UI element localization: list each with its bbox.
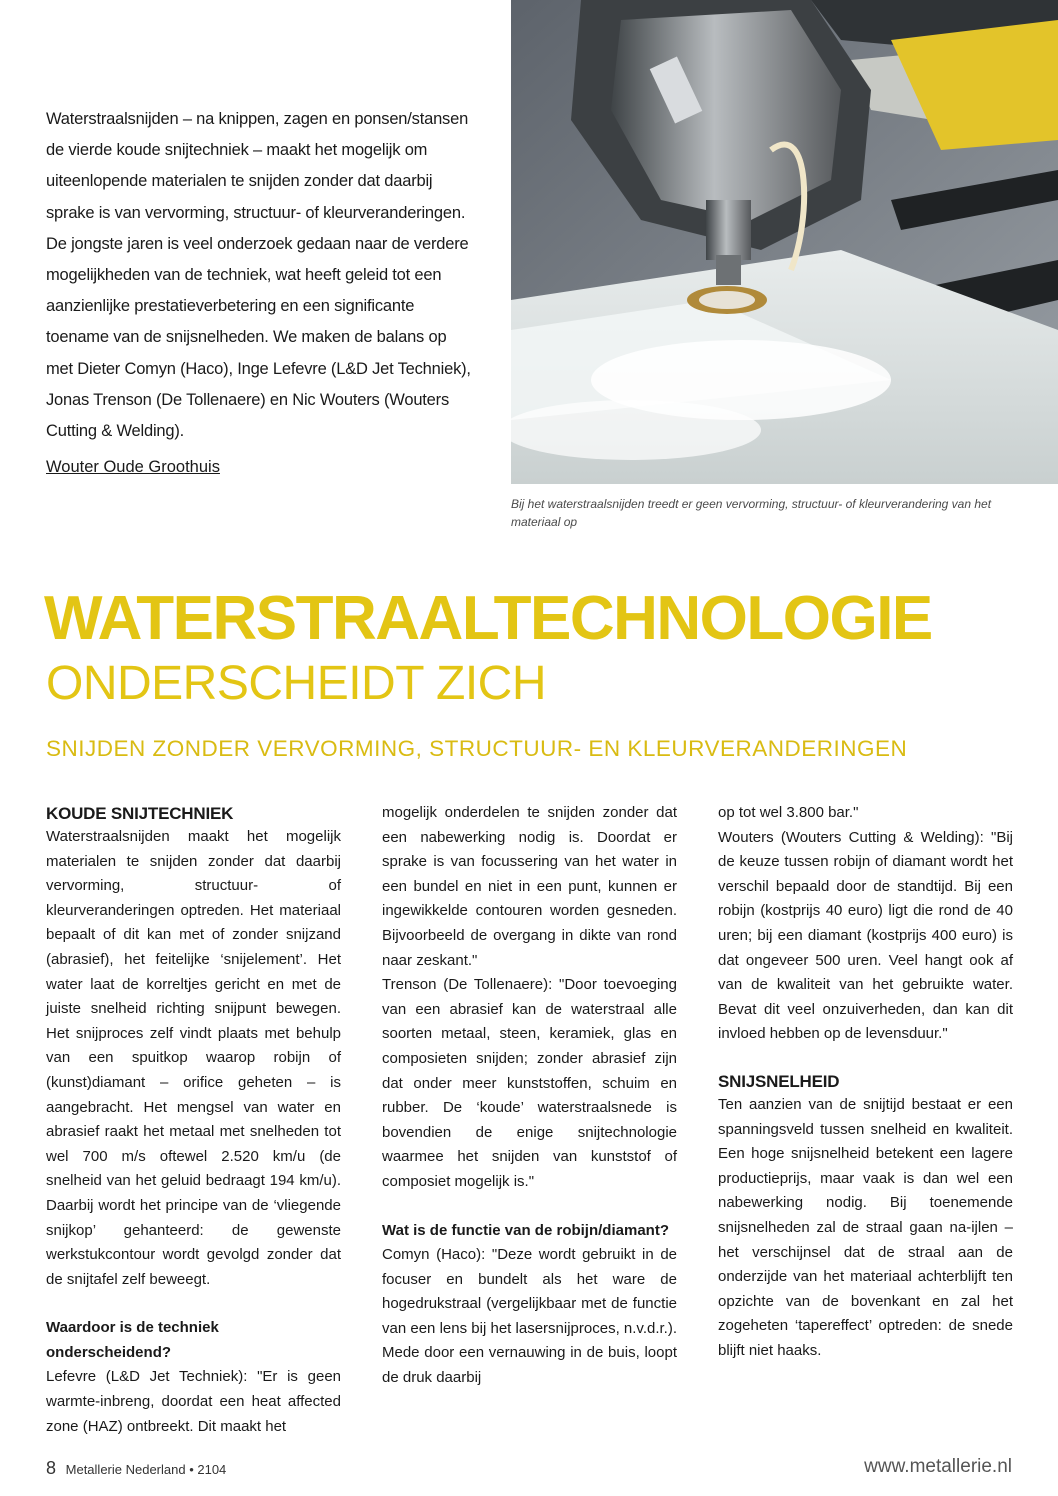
subheading-robijn-diamant: Wat is de functie van de robijn/diamant? <box>382 1221 669 1239</box>
author-name[interactable]: Wouter Oude Groothuis <box>46 458 220 476</box>
section-heading-snijsnelheid: SNIJSNELHEID <box>718 1071 840 1091</box>
intro-text <box>46 104 476 447</box>
column-2-paragraph-1: mogelijk onderdelen te snijden zonder dat een nabewerking nodig is. Doordat er sprake is van focussering van het water in een bundel en niet in een punt, kunnen er ingewikkelde contouren worden gesneden. Bijvoorbeeld de overgang in dikte van rond naar zeskant." <box>382 804 677 969</box>
headline-main: WATERSTRAALTECHNOLOGIE <box>44 584 932 653</box>
column-1-paragraph-2: Lefevre (L&D Jet Techniek): "Er is geen warmte-inbreng, doordat een heat affected zone (HAZ) ontbreekt. Dit maakt het <box>46 1368 341 1435</box>
column-3-paragraph-3: Ten aanzien van de snijtijd bestaat er een spanningsveld tussen snelheid en kwaliteit. Een hoge snijsnelheid betekent een lagere productieprijs, maar vaak is dan wel een nabewerking nodig. Bij toenemende snijsnelheden zal de straal gaan na-ijlen – het verschijnsel dat de straal aan de onderzijde van het materiaal achterblijft ten opzichte van de bovenkant en zal het zogeheten ‘tapereffect’ optreden: de snede blijft niet haaks. <box>718 1095 1013 1359</box>
section-heading-koude-snijtechniek: KOUDE SNIJTECHNIEK <box>46 804 234 823</box>
magazine-issue: Metallerie Nederland • 2104 <box>65 1462 227 1477</box>
article-column-3 <box>718 801 1013 1363</box>
article-column-1 <box>46 803 341 1439</box>
headline-sub: ONDERSCHEIDT ZICH <box>46 657 546 710</box>
column-2-paragraph-2: Trenson (De Tollenaere): "Door toevoeging van een abrasief kan de waterstraal alle soorten metaal, steen, keramiek, glas en composieten snijden; zonder abrasief zijn dat onder meer kunststoffen, schuim en rubber. De ‘koude’ waterstraalsnede is bovendien de enige snijtechnologie waarmee het snijden van kunststof of composiet mogelijk is." <box>382 976 677 1190</box>
column-3-paragraph-1: op tot wel 3.800 bar." <box>718 804 859 821</box>
subheading-onderscheidend: Waardoor is de techniek onderscheidend? <box>46 1319 219 1361</box>
headline-lead: SNIJDEN ZONDER VERVORMING, STRUCTUUR- EN KLEURVERANDERINGEN <box>46 736 908 761</box>
website-link[interactable]: www.metallerie.nl <box>864 1456 1012 1477</box>
footer-left <box>46 1458 226 1479</box>
intro-paragraph: Waterstraalsnijden – na knippen, zagen en ponsen/stansen de vierde koude snijtechniek – maakt het mogelijk om uiteenlopende materialen te snijden zonder dat daarbij sprake is van vervorming, structuur- of kleurveranderingen. De jongste jaren is veel onderzoek gedaan naar de verdere mogelijkheden van de techniek, wat heeft geleid tot een aanzienlijke prestatieverbetering en een significante toename van de snijsnelheden. We maken de balans op met Dieter Comyn (Haco), Inge Lefevre (L&D Jet Techniek), Jonas Trenson (De Tollenaere) en Nic Wouters (Wouters Cutting & Welding). <box>46 110 471 441</box>
page-number: 8 <box>46 1458 57 1478</box>
waterjet-photo <box>511 0 1058 484</box>
column-3-paragraph-2: Wouters (Wouters Cutting & Welding): "Bij de keuze tussen robijn of diamant wordt het verschil bepaald door de standtijd. Bij een robijn (kostprijs 40 euro) ligt die rond de 40 uren; bij een diamant (kostprijs 400 euro) is dat ongeveer 500 uren. Veel hangt ook af van de kwaliteit van het gebruikte water. Bevat dit veel onzuiverheden, dan kan dit invloed hebben op de levensduur." <box>718 828 1013 1043</box>
column-1-paragraph-1: Waterstraalsnijden maakt het mogelijk materialen te snijden zonder dat daarbij vervorming, structuur- of kleurveranderingen optreden. Het materiaal bepaalt of dit kan met of zonder snijzand (abrasief), het feitelijke ‘snijelement’. Het water laat de korreltjes gericht en met de juiste snelheid richting snijpunt bewegen. Het snijproces zelf vindt plaats met behulp van een spuitkop waarop robijn of (kunst)diamant – orifice geheten – is aangebracht. Het mengsel van water en abrasief raakt het metaal met snelheden tot wel 700 m/s oftewel 2.520 km/u (de snelheid van het geluid bedraagt 194 km/u). Daarbij wordt het principe van de ‘vliegende snijkop’ gehanteerd: de gewenste werkstukcontour wordt gevolgd zonder dat de snijtafel zelf beweegt. <box>46 828 341 1288</box>
column-2-paragraph-3: Comyn (Haco): "Deze wordt gebruikt in de focuser en bundelt als het ware de hogedrukstraal (vergelijkbaar met de functie van een lens bij het lasersnijproces, n.v.d.r.). Mede door een vernauwing in de buis, loopt de druk daarbij <box>382 1246 677 1387</box>
photo-caption: Bij het waterstraalsnijden treedt er geen vervorming, structuur- of kleurverandering van het materiaal op <box>511 497 992 529</box>
waterjet-photo-illustration <box>511 0 1058 484</box>
article-column-2 <box>382 801 677 1391</box>
